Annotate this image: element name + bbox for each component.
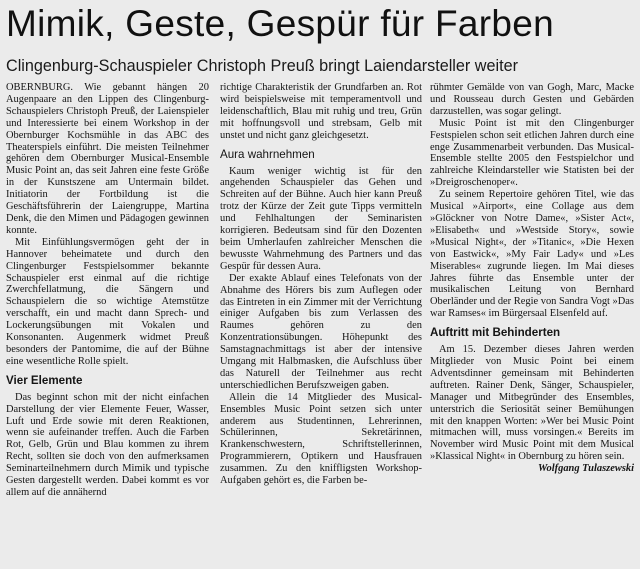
article-subheadline: Clingenburg-Schauspieler Christoph Preuß bringt Laiendarsteller weiter xyxy=(6,57,518,75)
column2-paragraph-2: Kaum weniger wichtig ist für den angehenden Schauspieler das Gehen und Schreiten auf der Bühne. Auch hier kann Preuß trotz der Kürze der Zeit gute Tipps vermitteln und Fehlhaltungen der Seminaristen korrigieren. Bedeutsam sind für den Dozenten beim Umherlaufen zahlreicher Menschen die bewusste Wahrnehmung des Partners und das Gespür für dessen Aura. xyxy=(220,165,422,272)
column2-paragraph-1: richtige Charakteristik der Grundfarben an. Rot wird beispielsweise mit temperamentvoll und leidenschaftlich, Blau mit ruhig und treu, Grün mit hoffnungsvoll und strebsam, Gelb mit unstet und nicht ganz gleichgesetzt. xyxy=(220,82,422,141)
section-heading-aura-wahrnehmen: Aura wahrnehmen xyxy=(220,147,315,161)
column2-paragraph-3: Der exakte Ablauf eines Telefonats von der Abnahme des Hörers bis zum Auflegen oder das Eintreten in ein Zimmer mit der Verrichtung einiger Aufgaben bis zum Verlassen des Raumes gehören zu den Konzentrationsübungen. Höhepunkt des Samstagnachmittags ist aber der intensive Umgang mit Halbmasken, die Aufschluss über das Naturell der Teilnehmer aus recht unterschiedlichen Berufszweigen gaben. xyxy=(220,272,422,391)
column3-paragraph-1: rühmter Gemälde von van Gogh, Marc, Macke und Rousseau durch Gesten und Gebärden darzustellen, was sogar gelingt. xyxy=(430,82,634,117)
column2-paragraph-4: Allein die 14 Mitglieder des Musical-Ensembles Music Point setzen sich unter anderem aus Studentinnen, Lehrerinnen, Schülerinnen, Sekretärinnen, Krankenschwestern, Schriftstellerinnen, Programmierern, Optikern und Hausfrauen zusammen. Zu den kniffligsten Workshop-Aufgaben gehört es, die Farben be- xyxy=(220,391,422,487)
article-column-3 xyxy=(430,82,634,568)
section-heading-vier-elemente: Vier Elemente xyxy=(6,373,83,387)
column3-paragraph-2: Music Point ist mit den Clingenburger Festspielen schon seit etlichen Jahren durch eine enge Zusammenarbeit verbunden. Das Musical-Ensemble stellte 2005 den Festspielchor und zahlreiche Kleindarsteller wie Statisten bei der »Dreigroschenoper«. xyxy=(430,117,634,189)
column3-paragraph-3: Zu seinem Repertoire gehören Titel, wie das Musical »Airport«, eine Collage aus dem »Glöckner von Notre Dame«, »Sister Act«, »Elisabeth« und »Westside Story«, sowie »Musical Night«, der »Titanic«, »Die Hexen von Eastwick«, »My Fair Lady« und »Les Miserables« zugrunde liegen. Im Mai dieses Jahres führte das Ensemble unter der musikalischen Leitung von Bernhard Oberländer und der Regie von Sandra Vogt »Das war Ramses« im Bürgersaal Elsenfeld auf. xyxy=(430,189,634,320)
section-heading-auftritt-mit-behinderten: Auftritt mit Behinderten xyxy=(430,326,561,340)
article-column-1 xyxy=(6,82,209,568)
column3-paragraph-4: Am 15. Dezember dieses Jahren werden Mitglieder von Music Point bei einem Adventsdinner gemeinsam mit Behinderten auftreten. Rainer Denk, Sänger, Schauspieler, Manager und Mitbegründer des Ensembles, unterstrich die Seriosität seiner Bemühungen mit den knappen Worten: »Wer bei Music Point mitmachen will, muss vorsingen.« Bereits im November wird Music Point mit dem Musical »Klassical Night« in Obernburg zu hören sein. xyxy=(430,344,634,463)
column1-paragraph-2: Mit Einfühlungsvermögen geht der in Hannover beheimatete und durch den Clingenburger Festspielsommer bekannte Schauspieler erst einmal auf die richtige Zwerchfellatmung, die Sängern und Schauspielern die so wichtige Atemstütze verschafft, ein und macht dann Sprech- und Lockerungsübungen mit Vokalen und Konsonanten. Augenmerk widmet Preuß besonders der Pantomime, die auf der Bühne eine wesentliche Rolle spielt. xyxy=(6,236,209,367)
article-headline: Mimik, Geste, Gespür für Farben xyxy=(6,3,555,44)
author-byline: Wolfgang Tulaszewski xyxy=(538,463,634,475)
article-column-2 xyxy=(220,82,422,568)
column1-paragraph-3: Das beginnt schon mit der nicht einfachen Darstellung der vier Elemente Feuer, Wasser, Luft und Erde sowie mit deren Reaktionen, wenn sie aufeinander treffen. Auch die Farben Rot, Gelb, Grün und Blau kommen zu ihrem Recht, sollten sie doch von den aufmerksamen Seminarteilnehmern durch Mimik und typische Gesten dargestellt werden. Dabei kommt es vor allem auf die annähernd xyxy=(6,391,209,498)
column1-paragraph-1: OBERNBURG. Wie gebannt hängen 20 Augenpaare an den Lippen des Clingenburg-Schauspielers Christoph Preuß, der Laienspieler und Interessierte bei einem Workshop in der Obernburger Kochsmühle in das ABC des Theaterspiels einführt. Die meisten Teilnehmer gehören dem Obernburger Musical-Ensemble Music Point an, das seit Jahren eine feste Größe in der Kunstszene am Untermain bildet. Initiatorin der Fortbildung ist die Geschäftsführerin der Laiengruppe, Martina Denk, die den Mimen und Pädagogen gewinnen konnte. xyxy=(6,82,209,236)
